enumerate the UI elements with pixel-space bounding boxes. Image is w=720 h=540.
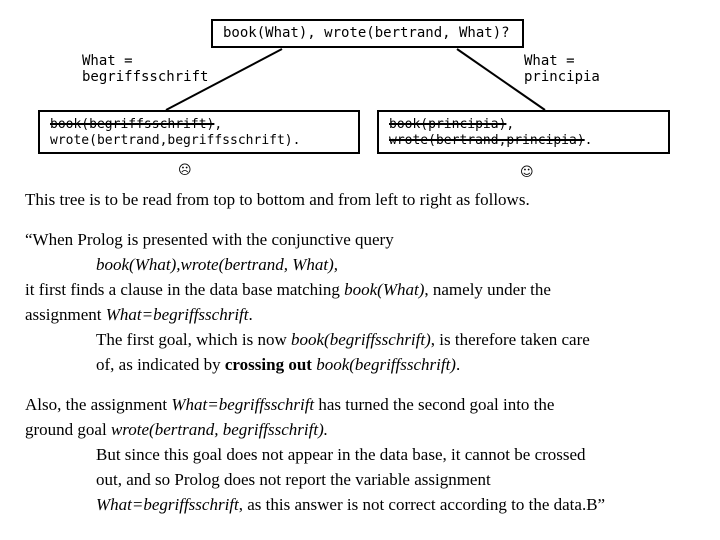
left-assignment-value: begriffsschrift [82, 69, 209, 85]
right-assignment-var: What = [524, 53, 575, 69]
term-run: wrote(bertrand, begriffsschrift). [110, 420, 328, 439]
para1-line2 [25, 252, 705, 277]
para1-line5 [25, 327, 705, 352]
text-run: , as this answer is not correct according to the data.B” [238, 495, 606, 514]
left-leaf-goal1-struck: book(begriffsschrift) [50, 117, 215, 132]
para2-line2 [25, 417, 705, 442]
term-run: What=begriffsschrift [105, 305, 249, 324]
text-run: , namely under the [424, 280, 551, 299]
left-leaf-goal2: wrote(bertrand,begriffsschrift). [50, 133, 301, 148]
para1-line1: “When Prolog is presented with the conjunctive query [25, 230, 394, 249]
smiley-face-icon: ☺ [520, 165, 534, 180]
text-run: . [248, 305, 253, 324]
term-run: book(begriffsschrift) [291, 330, 431, 349]
explanation-text [25, 187, 705, 517]
left-leaf-box [38, 110, 360, 154]
root-query-box [211, 19, 524, 48]
right-leaf-line2 [389, 133, 668, 149]
right-leaf-comma: , [506, 117, 515, 132]
right-leaf-period: . [584, 133, 593, 148]
text-run: The first goal, which is now [96, 330, 291, 349]
text-run: . [455, 355, 461, 374]
query-term: book(What),wrote(bertrand, What), [96, 255, 339, 274]
para2-line1 [25, 392, 705, 417]
text-run: ground goal [25, 420, 111, 439]
term-run: book(What) [344, 280, 425, 299]
term-run: What=begriffsschrift [171, 395, 315, 414]
left-assignment-label [82, 53, 208, 85]
right-leaf-goal1-struck: book(principia) [389, 117, 507, 132]
para1-line4 [25, 302, 705, 327]
left-leaf-comma: , [214, 117, 223, 132]
para2-line3: But since this goal does not appear in the data base, it cannot be crossed [96, 445, 586, 464]
bold-run: crossing out [224, 355, 312, 374]
text-run: Also, the assignment [25, 395, 172, 414]
para1-line6 [25, 352, 705, 377]
right-leaf-box [377, 110, 670, 154]
term-run: What=begriffsschrift [96, 495, 239, 514]
intro-line: This tree is to be read from top to bottom and from left to right as follows. [25, 190, 530, 209]
right-leaf-goal2-struck: wrote(bertrand,principia) [389, 133, 585, 148]
right-assignment-value: principia [524, 69, 600, 85]
para2-line4: out, and so Prolog does not report the variable assignment [96, 470, 491, 489]
text-run: it first finds a clause in the data base matching [25, 280, 345, 299]
right-assignment-label [524, 53, 600, 85]
text-run: assignment [25, 305, 106, 324]
para1-line3 [25, 277, 705, 302]
para2-line5 [25, 492, 705, 517]
left-leaf-line1 [50, 117, 358, 133]
right-leaf-line1 [389, 117, 668, 133]
text-run: of, as indicated by [96, 355, 225, 374]
left-assignment-var: What = [82, 53, 133, 69]
text-run: has turned the second goal into the [314, 395, 555, 414]
sad-face-icon: ☹ [178, 163, 192, 178]
root-query: book(What), wrote(bertrand, What)? [223, 25, 510, 41]
term-run: book(begriffsschrift) [316, 355, 456, 374]
text-run: , is therefore taken care [430, 330, 590, 349]
